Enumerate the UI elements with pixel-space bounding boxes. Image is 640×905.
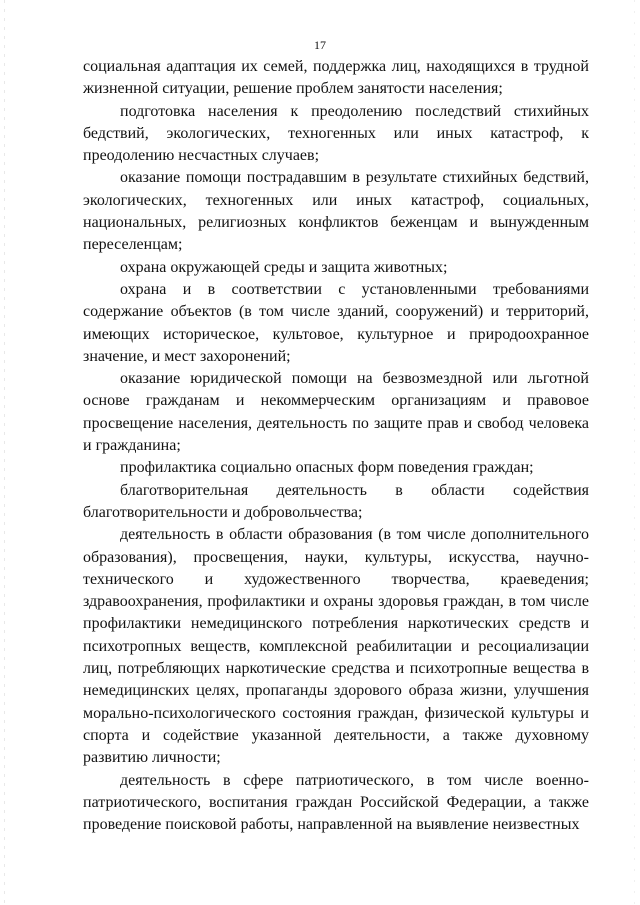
- paragraph: деятельность в области образования (в том числе дополнительного образования), просвещения, науки, культуры, искусства, научно-технического и художественного творчества, краеведения; здравоохранения, профилактики и охраны здоровья граждан, в том числе профилактики немедицинского потребления наркотических средств и психотропных веществ, комплексной реабилитации и ресоциализации лиц, потребляющих наркотические средства и психотропные вещества в немедицинских целях, пропаганды здорового образа жизни, улучшения морально-психологического состояния граждан, физической культуры и спорта и содействие указанной деятельности, а также духовному развитию личности;: [83, 526, 589, 767]
- page-number: 17: [314, 38, 326, 52]
- paragraph: подготовка населения к преодолению последствий стихийных бедствий, экологических, техногенных или иных катастроф, к преодолению несчастных случаев;: [83, 102, 589, 165]
- paragraph: благотворительная деятельность в области содействия благотворительности и добровольчества;: [83, 481, 589, 521]
- paragraph: охрана и в соответствии с установленными требованиями содержание объектов (в том числе зданий, сооружений) и территорий, имеющих историческое, культовое, культурное и природоохранное значение, и мест захоронений;: [83, 280, 589, 365]
- paragraph: оказание помощи пострадавшим в результате стихийных бедствий, экологических, техногенных или иных катастроф, социальных, национальных, религиозных конфликтов беженцам и вынужденным переселенцам;: [83, 169, 589, 254]
- paragraph: охрана окружающей среды и защита животных;: [120, 258, 448, 276]
- paragraph: оказание юридической помощи на безвозмездной или льготной основе гражданам и некоммерческим организациям и правовое просвещение населения, деятельность по защите прав и свобод человека и гражданина;: [83, 370, 589, 455]
- paragraph: социальная адаптация их семей, поддержка лиц, находящихся в трудной жизненной ситуации, решение проблем занятости населения;: [83, 58, 589, 98]
- scan-edge-left: [4, 0, 5, 905]
- paragraph: профилактика социально опасных форм поведения граждан;: [120, 459, 534, 477]
- document-body: [83, 56, 589, 836]
- scan-edge-right: [634, 0, 635, 905]
- paragraph: деятельность в сфере патриотического, в том числе военно-патриотического, воспитания граждан Российской Федерации, а также проведение поисковой работы, направленной на выявление неизвестных: [83, 771, 589, 834]
